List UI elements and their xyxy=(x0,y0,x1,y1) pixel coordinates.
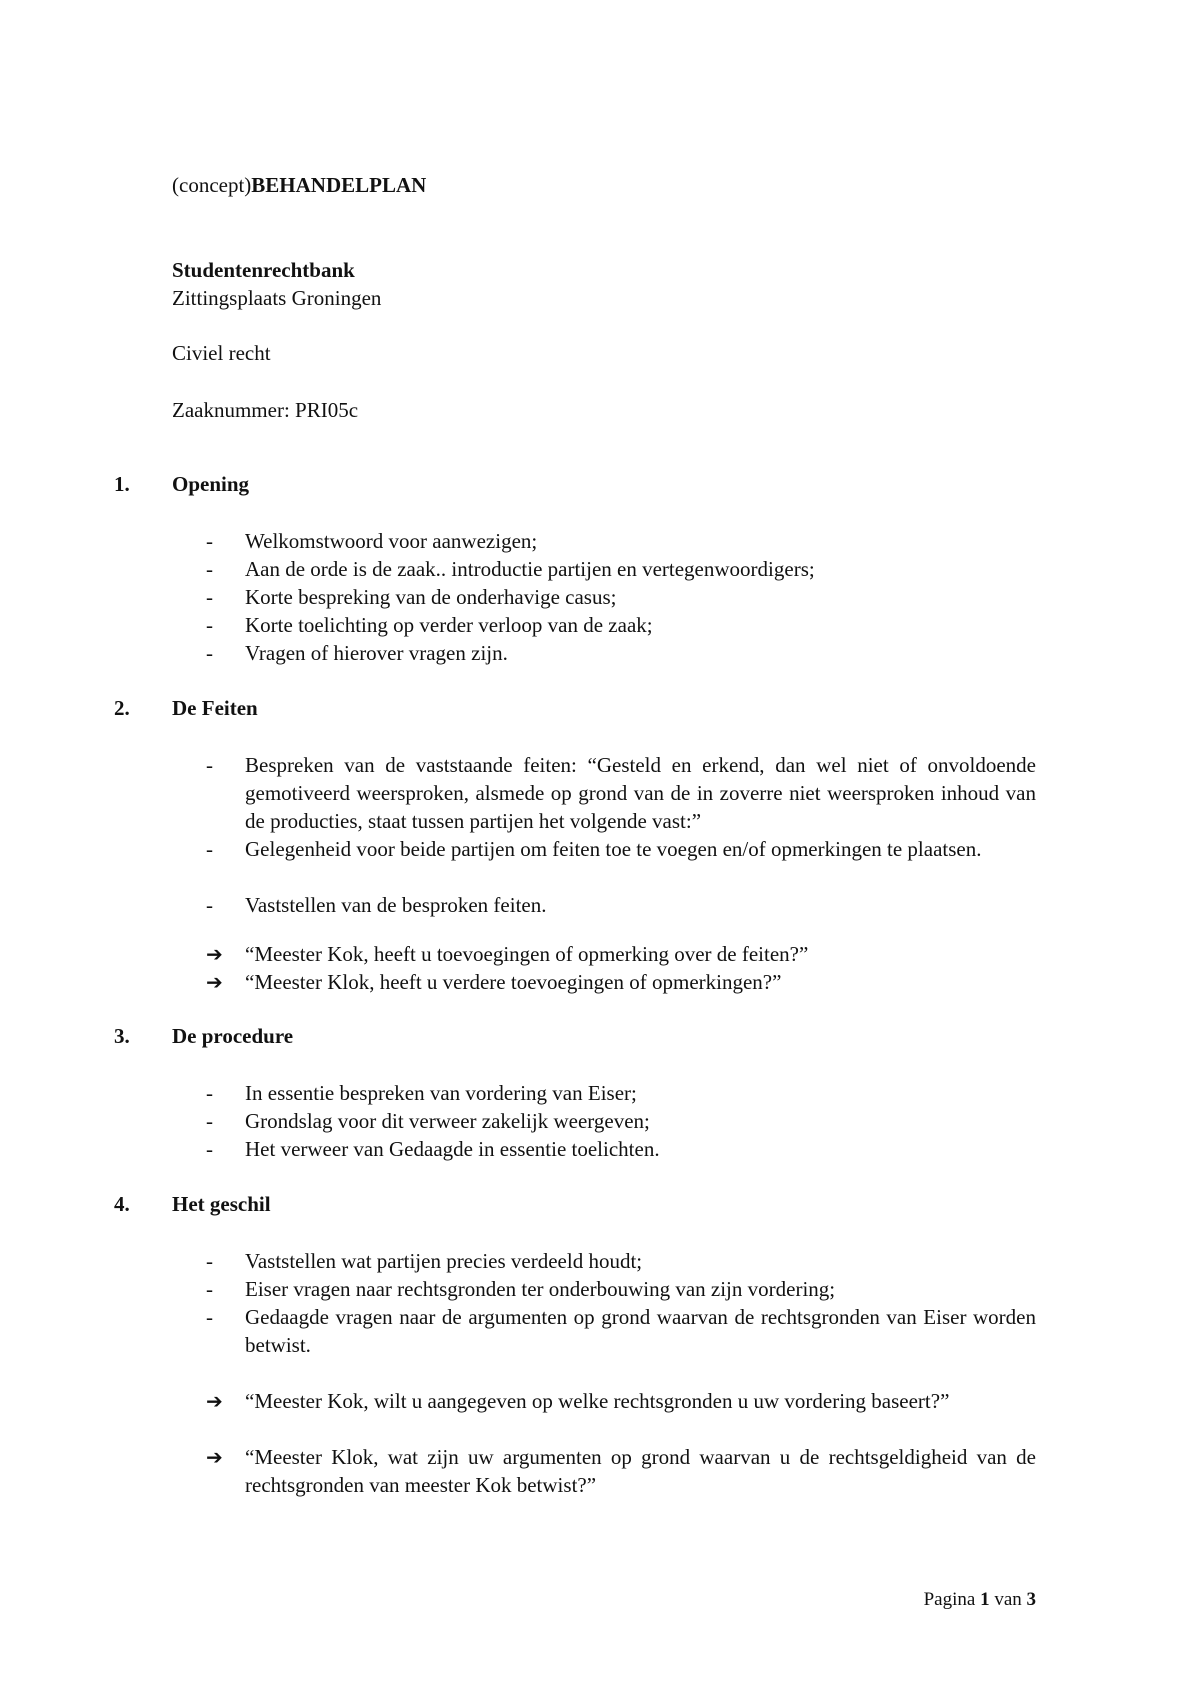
section-number: 3. xyxy=(114,1024,130,1048)
bullet-dash: - xyxy=(206,641,213,665)
list-item: Gedaagde vragen naar de argumenten op grond waarvan de rechtsgronden van Eiser worden betwist. xyxy=(245,1305,1036,1357)
bullet-dash: - xyxy=(206,1109,213,1133)
section-number: 1. xyxy=(114,472,130,496)
bullet-dash: - xyxy=(206,893,213,917)
title-prefix: (concept) xyxy=(172,173,252,197)
bullet-dash: - xyxy=(206,1137,213,1161)
page-number-footer xyxy=(924,1587,1036,1613)
bullet-dash: - xyxy=(206,1081,213,1105)
court-name: Studentenrechtbank xyxy=(172,258,355,282)
arrow-right-icon: ➔ xyxy=(206,970,223,994)
bullet-dash: - xyxy=(206,585,213,609)
list-item: Welkomstwoord voor aanwezigen; xyxy=(245,529,538,553)
list-item: Vaststellen wat partijen precies verdeeld houdt; xyxy=(245,1249,643,1273)
arrow-right-icon: ➔ xyxy=(206,942,223,966)
bullet-dash: - xyxy=(206,753,213,777)
document-title xyxy=(172,171,426,199)
list-item: Grondslag voor dit verweer zakelijk weergeven; xyxy=(245,1109,650,1133)
list-item: Korte toelichting op verder verloop van de zaak; xyxy=(245,613,653,637)
title-main: BEHANDELPLAN xyxy=(251,173,427,197)
arrow-right-icon: ➔ xyxy=(206,1445,223,1469)
bullet-dash: - xyxy=(206,1249,213,1273)
bullet-dash: - xyxy=(206,557,213,581)
section-title: De Feiten xyxy=(172,696,258,720)
case-number: Zaaknummer: PRI05c xyxy=(172,398,359,422)
question-item: “Meester Kok, wilt u aangegeven op welke rechtsgronden u uw vordering baseert?” xyxy=(245,1389,950,1413)
list-item: Vaststellen van de besproken feiten. xyxy=(245,893,547,917)
arrow-right-icon: ➔ xyxy=(206,1389,223,1413)
list-item: Vragen of hierover vragen zijn. xyxy=(245,641,508,665)
list-item: Bespreken van de vaststaande feiten: “Gesteld en erkend, dan wel niet of onvoldoende gemotiveerd weersproken, alsmede op grond van de in zoverre niet weersproken inhoud van de producties, staat tussen partijen het volgende vast:” xyxy=(245,753,1036,833)
page-label: Pagina xyxy=(923,1589,976,1610)
list-item: Het verweer van Gedaagde in essentie toelichten. xyxy=(245,1137,660,1161)
section-title: Het geschil xyxy=(172,1192,271,1216)
section-title: Opening xyxy=(172,472,250,496)
bullet-dash: - xyxy=(206,1277,213,1301)
question-item: “Meester Klok, heeft u verdere toevoegingen of opmerkingen?” xyxy=(245,970,782,994)
legal-field: Civiel recht xyxy=(172,341,271,365)
section-number: 4. xyxy=(114,1192,130,1216)
total-pages: 3 xyxy=(1026,1589,1036,1610)
section-number: 2. xyxy=(114,696,130,720)
list-item: Aan de orde is de zaak.. introductie partijen en vertegenwoordigers; xyxy=(245,557,815,581)
list-item: In essentie bespreken van vordering van Eiser; xyxy=(245,1081,637,1105)
question-item: “Meester Kok, heeft u toevoegingen of opmerking over de feiten?” xyxy=(245,942,809,966)
bullet-dash: - xyxy=(206,613,213,637)
current-page: 1 xyxy=(980,1589,990,1610)
question-item: “Meester Klok, wat zijn uw argumenten op grond waarvan u de rechtsgeldigheid van de rechtsgronden van meester Kok betwist?” xyxy=(245,1445,1036,1497)
court-location: Zittingsplaats Groningen xyxy=(172,286,382,310)
bullet-dash: - xyxy=(206,1305,213,1329)
section-title: De procedure xyxy=(172,1024,294,1048)
list-item: Gelegenheid voor beide partijen om feiten toe te voegen en/of opmerkingen te plaatsen. xyxy=(245,837,982,861)
bullet-dash: - xyxy=(206,529,213,553)
of-label: van xyxy=(994,1589,1022,1610)
list-item: Eiser vragen naar rechtsgronden ter onderbouwing van zijn vordering; xyxy=(245,1277,836,1301)
bullet-dash: - xyxy=(206,837,213,861)
list-item: Korte bespreking van de onderhavige casus; xyxy=(245,585,617,609)
